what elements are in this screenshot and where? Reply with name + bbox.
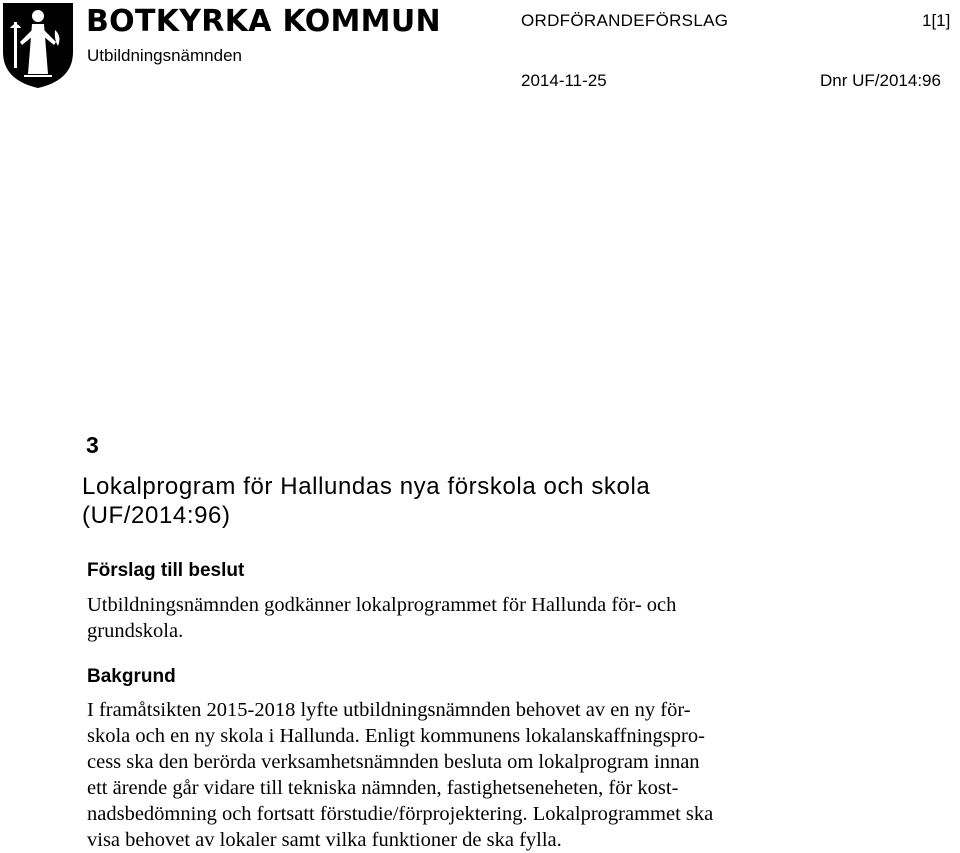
item-title-line: Lokalprogram för Hallundas nya förskola och skola — [82, 473, 651, 500]
document-type: ORDFÖRANDEFÖRSLAG — [521, 11, 729, 30]
coat-of-arms-icon — [0, 0, 76, 90]
background-line: ett ärende går vidare till tekniska nämnden, fastighetseneheten, för kost- — [87, 777, 679, 799]
background-text — [87, 697, 807, 853]
background-line: visa behovet av lokaler samt vilka funktioner de ska fylla. — [87, 829, 562, 851]
proposal-text — [87, 592, 807, 644]
background-line: I framåtsikten 2015-2018 lyfte utbildningsnämnden behovet av en ny för- — [87, 699, 691, 721]
organization-name: BOTKYRKA KOMMUN — [86, 4, 441, 39]
page-number: 1[1] — [922, 11, 951, 30]
proposal-heading: Förslag till beslut — [87, 560, 245, 581]
proposal-line: grundskola. — [87, 620, 184, 642]
registration-number: Dnr UF/2014:96 — [820, 71, 941, 90]
background-heading: Bakgrund — [87, 666, 176, 687]
department-name: Utbildningsnämnden — [87, 46, 242, 65]
background-line: cess ska den berörda verksamhetsnämnden besluta om lokalprogram innan — [87, 751, 700, 773]
proposal-line: Utbildningsnämnden godkänner lokalprogrammet för Hallunda för- och — [87, 594, 677, 616]
item-title — [82, 472, 650, 530]
item-number: 3 — [86, 432, 99, 458]
item-title-line: (UF/2014:96) — [82, 502, 231, 529]
document-date: 2014-11-25 — [521, 71, 607, 90]
background-line: skola och en ny skola i Hallunda. Enligt kommunens lokalanskaffningspro- — [87, 725, 705, 747]
background-line: nadsbedömning och fortsatt förstudie/förprojektering. Lokalprogrammet ska — [87, 803, 714, 825]
